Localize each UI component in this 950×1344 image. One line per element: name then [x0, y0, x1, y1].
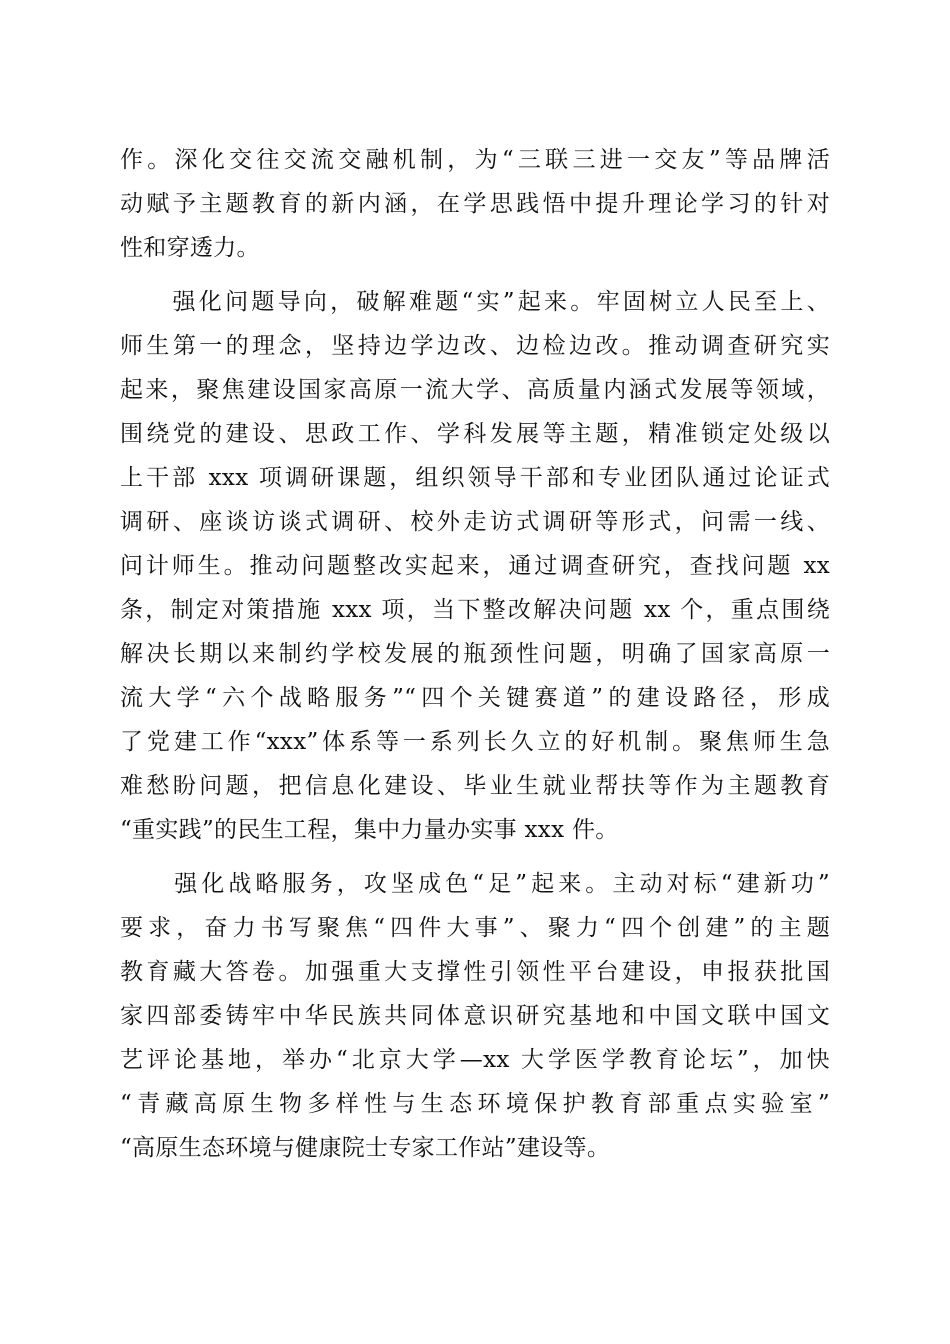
text-line: 艺评论基地，举办“北京大学—xx 大学医学教育论坛”，加快: [120, 1047, 830, 1073]
text-line: 起来，聚焦建设国家高原一流大学、高质量内涵式发展等领域，: [120, 377, 830, 403]
paragraph-2: [120, 280, 830, 852]
text-line: 难愁盼问题，把信息化建设、毕业生就业帮扶等作为主题教育: [120, 773, 830, 799]
text-line: “重实践”的民生工程，集中力量办实事 xxx 件。: [120, 817, 619, 843]
text-line: 性和穿透力。: [120, 235, 260, 261]
text-line: 作。深化交往交流交融机制，为“三联三进一交友”等品牌活: [120, 147, 830, 173]
paragraph-gap: [120, 852, 830, 862]
paragraph-3: [120, 862, 830, 1170]
text-line: 调研、座谈访谈式调研、校外走访式调研等形式，问需一线、: [120, 509, 830, 535]
text-line: 强化战略服务，攻坚成色“足”起来。主动对标“建新功”: [120, 871, 830, 897]
text-line: 动赋予主题教育的新内涵，在学思践悟中提升理论学习的针对: [120, 191, 830, 217]
text-line: 强化问题导向，破解难题“实”起来。牢固树立人民至上、: [120, 289, 830, 315]
text-line: 师生第一的理念，坚持边学边改、边检边改。推动调查研究实: [120, 333, 830, 359]
text-line: 围绕党的建设、思政工作、学科发展等主题，精准锁定处级以: [120, 421, 830, 447]
text-line: 要求，奋力书写聚焦“四件大事”、聚力“四个创建”的主题: [120, 915, 830, 941]
text-line: 教育藏大答卷。加强重大支撑性引领性平台建设，申报获批国: [120, 959, 830, 985]
text-line: 条，制定对策措施 xxx 项，当下整改解决问题 xx 个，重点围绕: [120, 597, 830, 623]
text-line: 上干部 xxx 项调研课题，组织领导干部和专业团队通过论证式: [120, 465, 830, 491]
text-line: 家四部委铸牢中华民族共同体意识研究基地和中国文联中国文: [120, 1003, 830, 1029]
paragraph-gap: [120, 270, 830, 280]
text-line: “高原生态环境与健康院士专家工作站”建设等。: [120, 1135, 611, 1161]
text-line: 流大学“六个战略服务”“四个关键赛道”的建设路径，形成: [120, 685, 830, 711]
text-line: 了党建工作“xxx”体系等一系列长久立的好机制。聚焦师生急: [120, 729, 830, 755]
text-line: 解决长期以来制约学校发展的瓶颈性问题，明确了国家高原一: [120, 641, 830, 667]
text-line: “青藏高原生物多样性与生态环境保护教育部重点实验室”: [120, 1091, 830, 1117]
document-body: [120, 138, 830, 1170]
text-line: 问计师生。推动问题整改实起来，通过调查研究，查找问题 xx: [120, 553, 830, 579]
paragraph-1: [120, 138, 830, 270]
